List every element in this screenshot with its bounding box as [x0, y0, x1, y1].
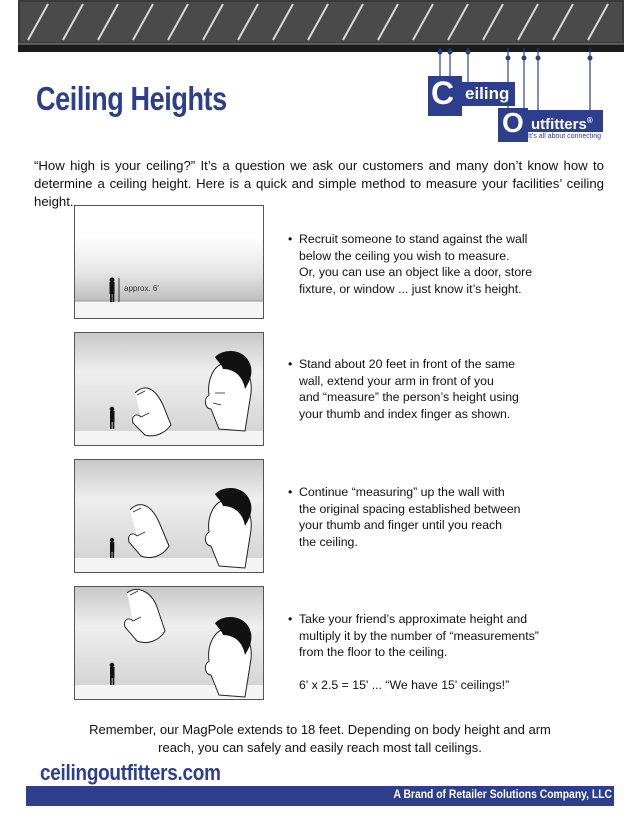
- bullet-marker: •: [288, 357, 293, 371]
- step-3-text: Continue “measuring” up the wall with the original spacing established between your thumb and finger until you reach the ceiling.: [299, 485, 521, 549]
- reach-ceiling-illustration: [75, 587, 263, 699]
- registered-mark: ®: [586, 116, 593, 125]
- illustration-panel-2: [74, 332, 264, 446]
- step-1-text: Recruit someone to stand against the wall below the ceiling you wish to measure. Or, you can use an object like a door, store fixture, or window ... just know it’s height.: [299, 232, 533, 296]
- step-1: [288, 231, 558, 297]
- approx-height-label: approx. 6': [124, 284, 159, 293]
- step-3: [288, 484, 558, 550]
- website-link[interactable]: ceilingoutfitters.com: [40, 760, 221, 785]
- measure-person-illustration: [75, 333, 263, 445]
- logo-tagline: It’s all about connecting: [528, 133, 602, 140]
- logo-word-utfitters: [528, 110, 603, 132]
- illustration-panel-1: [74, 205, 264, 319]
- logo-word-eiling: eiling: [462, 82, 515, 106]
- brand-footer-text: A Brand of Retailer Solutions Company, LLC: [393, 789, 612, 801]
- continue-measuring-illustration: [75, 460, 263, 572]
- illustration-panel-4: [74, 586, 264, 700]
- bullet-marker: •: [288, 485, 293, 499]
- step-2: [288, 356, 558, 422]
- step-4: [288, 611, 558, 694]
- intro-paragraph: “How high is your ceiling?” It’s a question we ask our customers and many don’t know how to determine a ceiling height. Here is a quick and simple method to measure your facilities’ ceiling height.: [34, 158, 604, 209]
- logo-utfitters-text: utfitters: [531, 116, 587, 133]
- wall-person-illustration: [75, 206, 263, 318]
- logo-letter-c: C: [431, 75, 455, 111]
- page-title: Ceiling Heights: [36, 80, 227, 117]
- illustration-panel-3: [74, 459, 264, 573]
- logo-letter-o: O: [502, 107, 524, 138]
- bullet-marker: •: [288, 612, 293, 626]
- step-4-text: Take your friend’s approximate height and multiply it by the number of “measurements” from the floor to the ceiling. 6' x 2.5 = 15' ... “We have 15' ceilings!”: [299, 612, 539, 692]
- step-2-text: Stand about 20 feet in front of the same wall, extend your arm in front of you and “measure” the person’s height using your thumb and index finger as shown.: [299, 357, 519, 421]
- magpole-note: Remember, our MagPole extends to 18 feet. Depending on body height and arm reach, you can safely and easily reach most tall ceilings.: [89, 722, 551, 755]
- bullet-marker: •: [288, 232, 293, 246]
